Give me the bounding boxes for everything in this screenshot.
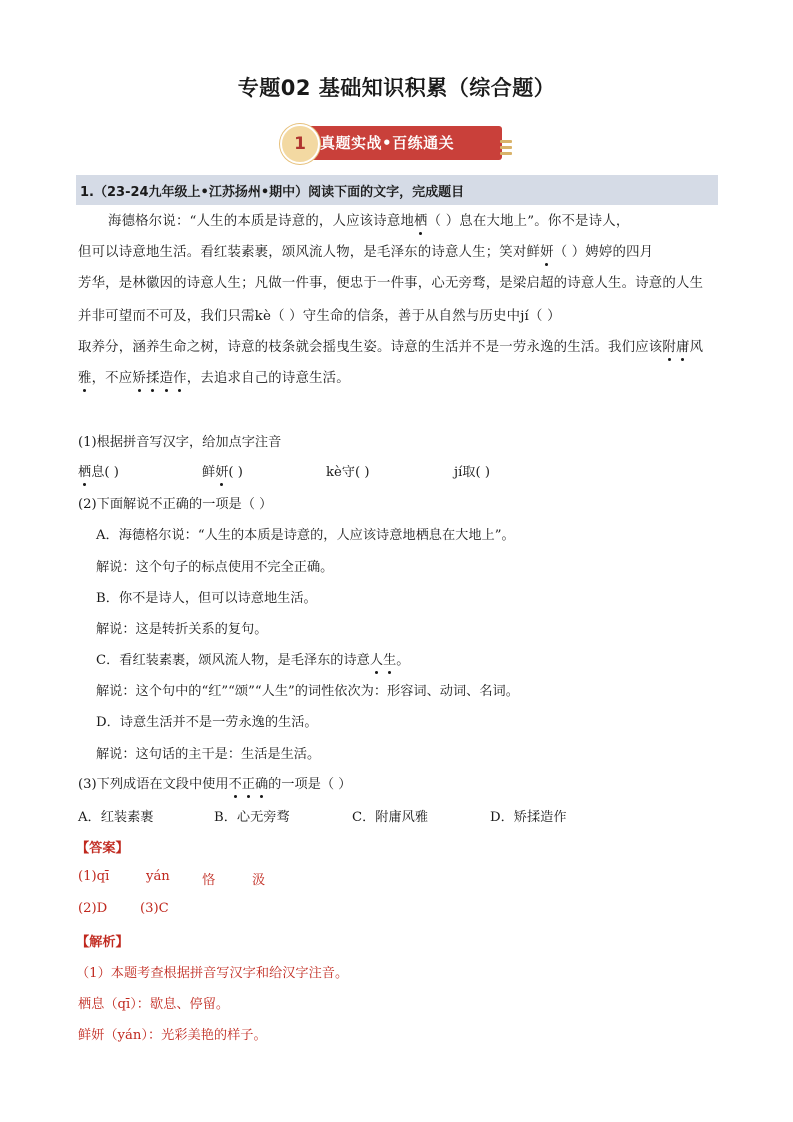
option-c-explanation: 解说：这个句中的“红”“颂”“人生”的词性依次为：形容词、动词、名词。	[96, 684, 519, 699]
option-d: D．诗意生活并不是一劳永逸的生活。	[96, 715, 318, 730]
passage-line-5: 取养分，涵养生命之树，诗意的枝条就会摇曳生姿。诗意的生活并不是一劳永逸的生活。我们应该附庸风	[78, 340, 704, 355]
option-d-explanation: 解说：这句话的主干是：生活是生活。	[96, 747, 321, 762]
analysis-line-3: 鲜妍（yán）：光彩美艳的样子。	[78, 1028, 267, 1043]
option-c: C．看红装素裹，颂风流人物，是毛泽东的诗意人生。	[96, 653, 410, 668]
analysis-line-2: 栖息（qī）：歇息、停留。	[78, 997, 230, 1012]
passage-line-6: 雅，不应矫揉造作，去追求自己的诗意生活。	[78, 371, 350, 386]
question-header: 1.（23-24九年级上•江苏扬州•期中）阅读下面的文字，完成题目	[80, 185, 465, 200]
sub-question-1-prompt: (1)根据拼音写汉字，给加点字注音	[78, 435, 282, 450]
blank-jiqu: jí取( )	[454, 465, 490, 480]
page-title: 专题02 基础知识积累（综合题）	[237, 76, 556, 100]
section-banner	[280, 124, 512, 164]
choice-b: B．心无旁骛	[214, 810, 290, 825]
answer-3: (3)C	[140, 901, 169, 916]
answer-1-yan: yán	[146, 869, 170, 884]
analysis-label: 【解析】	[76, 935, 129, 950]
banner-label: 真题实战•百练通关	[320, 134, 455, 152]
option-b-explanation: 解说：这是转折关系的复句。	[96, 622, 268, 637]
passage-line-1: 海德格尔说：“人生的本质是诗意的，人应该诗意地栖（ ）息在大地上”。你不是诗人，	[108, 214, 630, 229]
sub-question-2-prompt: (2)下面解说不正确的一项是（ ）	[78, 497, 273, 512]
answer-1-qi: (1)qī	[78, 869, 110, 884]
analysis-line-1: （1）本题考查根据拼音写汉字和给汉字注音。	[76, 966, 349, 981]
decorative-lines-icon	[500, 140, 512, 158]
blank-xianyan: 鲜妍( )	[202, 465, 243, 480]
option-a: A．海德格尔说：“人生的本质是诗意的，人应该诗意地栖息在大地上”。	[96, 528, 515, 543]
answer-1-ji: 汲	[252, 873, 266, 888]
option-b: B．你不是诗人，但可以诗意地生活。	[96, 591, 317, 606]
answer-label: 【答案】	[76, 841, 129, 856]
sub-question-3-prompt: (3)下列成语在文段中使用不正确的一项是（ ）	[78, 777, 352, 792]
passage-line-4: 并非可望而不可及，我们只需kè（ ）守生命的信条，善于从自然与历史中jí（ ）	[78, 309, 561, 324]
choice-a: A．红装素裹	[78, 810, 154, 825]
choice-d: D．矫揉造作	[490, 810, 567, 825]
passage-line-3: 芳华，是林徽因的诗意人生；凡做一件事，便忠于一件事，心无旁骛，是梁启超的诗意人生。诗意的人生	[78, 276, 704, 291]
choice-c: C．附庸风雅	[352, 810, 429, 825]
blank-qixi: 栖息( )	[78, 465, 119, 480]
banner-number-badge: 1	[280, 124, 320, 164]
option-a-explanation: 解说：这个句子的标点使用不完全正确。	[96, 560, 334, 575]
passage-line-2: 但可以诗意地生活。看红装素裹，颂风流人物，是毛泽东的诗意人生；笑对鲜妍（ ）娉婷的四月	[78, 245, 654, 260]
answer-2: (2)D	[78, 901, 108, 916]
blank-keshou: kè守( )	[326, 465, 370, 480]
answer-1-ke: 恪	[202, 873, 216, 888]
